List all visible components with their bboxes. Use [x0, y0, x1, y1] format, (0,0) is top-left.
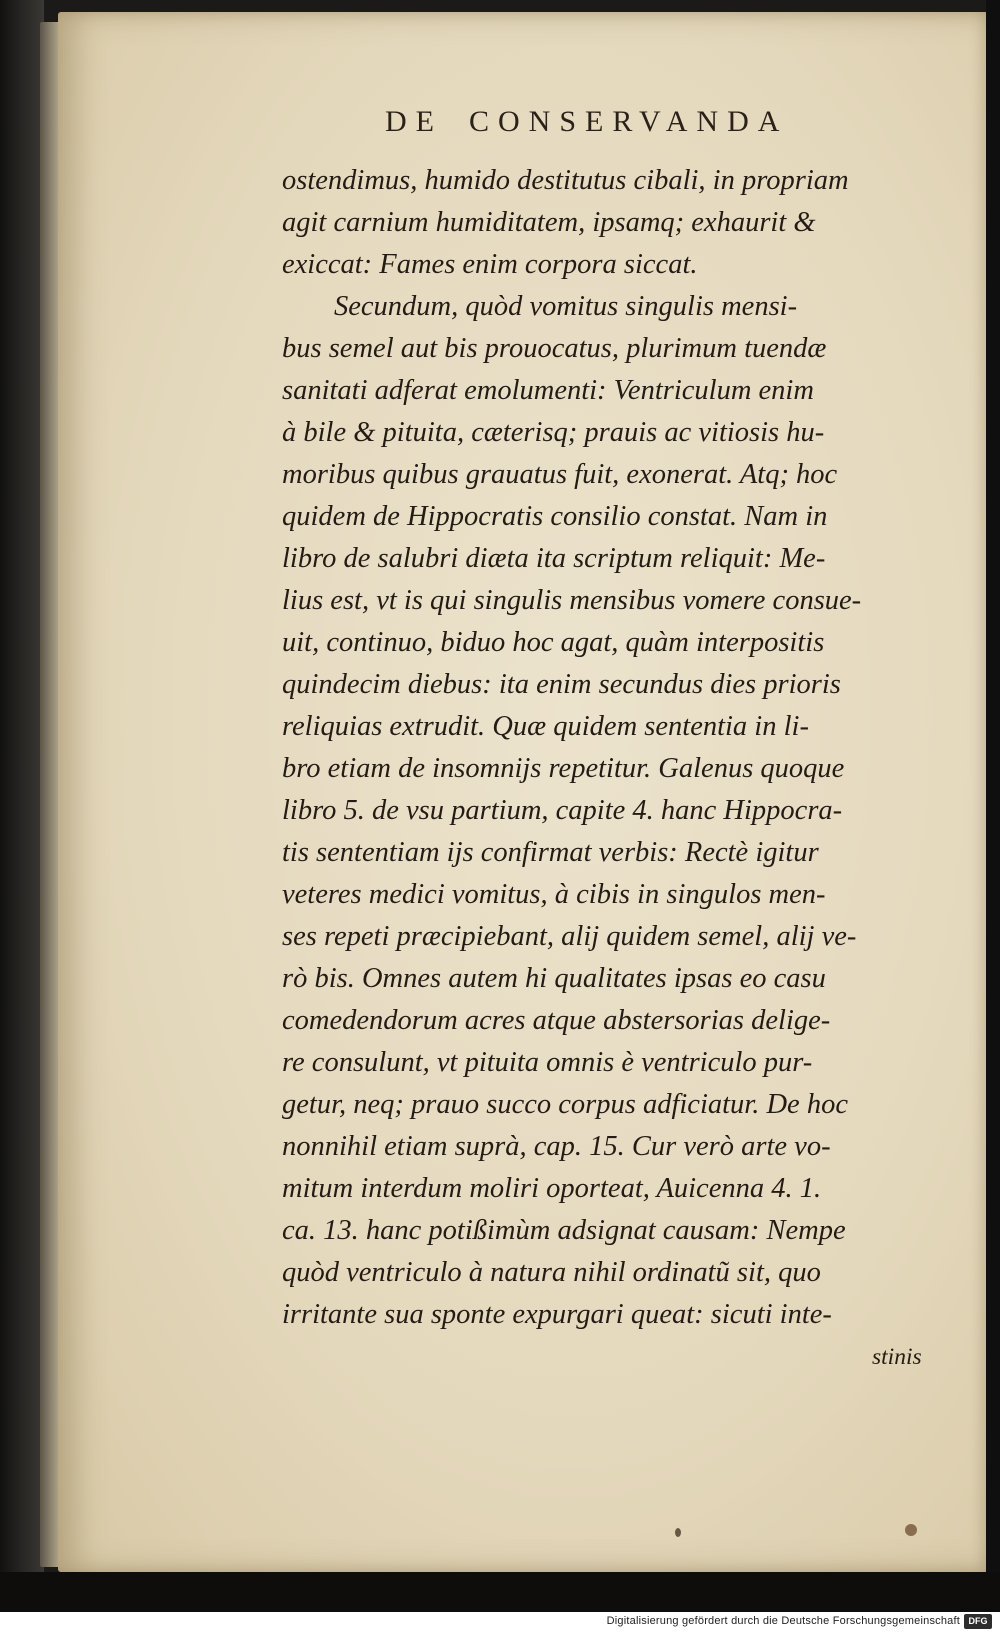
text-line: exiccat: Fames enim corpora siccat. — [282, 249, 698, 280]
text-line: bro etiam de insomnijs repetitur. Galenus quoque — [282, 753, 845, 784]
dfg-logo: DFG — [964, 1614, 992, 1629]
text-line: reliquias extrudit. Quæ quidem sententia in li- — [282, 711, 809, 742]
ink-speck — [675, 1528, 681, 1537]
text-line: mitum interdum moliri oporteat, Auicenna 4. 1. — [282, 1173, 822, 1204]
text-line: moribus quibus grauatus fuit, exonerat. Atq; hoc — [282, 459, 838, 490]
text-line: quòd ventriculo à natura nihil ordinatũ sit, quo — [282, 1257, 821, 1288]
footer-credit: Digitalisierung gefördert durch die Deutsche Forschungsgemeinschaft — [606, 1615, 960, 1627]
text-line: quindecim diebus: ita enim secundus dies prioris — [282, 669, 841, 700]
text-line: agit carnium humiditatem, ipsamq; exhaurit & — [282, 207, 816, 238]
text-line: uit, continuo, biduo hoc agat, quàm interpositis — [282, 627, 825, 658]
text-line: Secundum, quòd vomitus singulis mensi- — [334, 291, 798, 322]
text-line: bus semel aut bis prouocatus, plurimum tuendæ — [282, 333, 827, 364]
text-line: re consulunt, vt pituita omnis è ventriculo pur- — [282, 1047, 813, 1078]
text-line: getur, neq; prauo succo corpus adficiatur. De hoc — [282, 1089, 848, 1120]
text-line: tis sententiam ijs confirmat verbis: Rectè igitur — [282, 837, 819, 868]
running-head-word: DE — [385, 105, 443, 138]
text-line: nonnihil etiam suprà, cap. 15. Cur verò arte vo- — [282, 1131, 831, 1162]
text-line: à bile & pituita, cæterisq; prauis ac vitiosis hu- — [282, 417, 825, 448]
text-line: quidem de Hippocratis consilio constat. Nam in — [282, 501, 828, 532]
text-line: irritante sua sponte expurgari queat: sicuti inte- — [282, 1299, 832, 1330]
running-head-word: CONSERVANDA — [469, 105, 789, 138]
text-line: libro de salubri diæta ita scriptum reliquit: Me- — [282, 543, 826, 574]
text-line: libro 5. de vsu partium, capite 4. hanc Hippocra- — [282, 795, 843, 826]
text-line: ostendimus, humido destitutus cibali, in propriam — [282, 165, 849, 196]
text-line: comedendorum acres atque abstersorias delige- — [282, 1005, 831, 1036]
text-line: veteres medici vomitus, à cibis in singulos men- — [282, 879, 826, 910]
scan-right-edge — [986, 0, 1000, 1633]
scan-left-shadow — [0, 0, 44, 1633]
stain-spot — [905, 1524, 917, 1536]
page-edge-under — [40, 22, 60, 1567]
text-line: ca. 13. hanc potißimùm adsignat causam: Nempe — [282, 1215, 846, 1246]
catchword: stinis — [872, 1344, 922, 1370]
text-line: ses repeti præcipiebant, alij quidem semel, alij ve- — [282, 921, 857, 952]
scan-bottom-shadow — [0, 1572, 1000, 1612]
text-line: sanitati adferat emolumenti: Ventriculum enim — [282, 375, 814, 406]
running-head — [385, 105, 814, 139]
text-line: lius est, vt is qui singulis mensibus vomere consue- — [282, 585, 862, 616]
text-line: rò bis. Omnes autem hi qualitates ipsas eo casu — [282, 963, 826, 994]
